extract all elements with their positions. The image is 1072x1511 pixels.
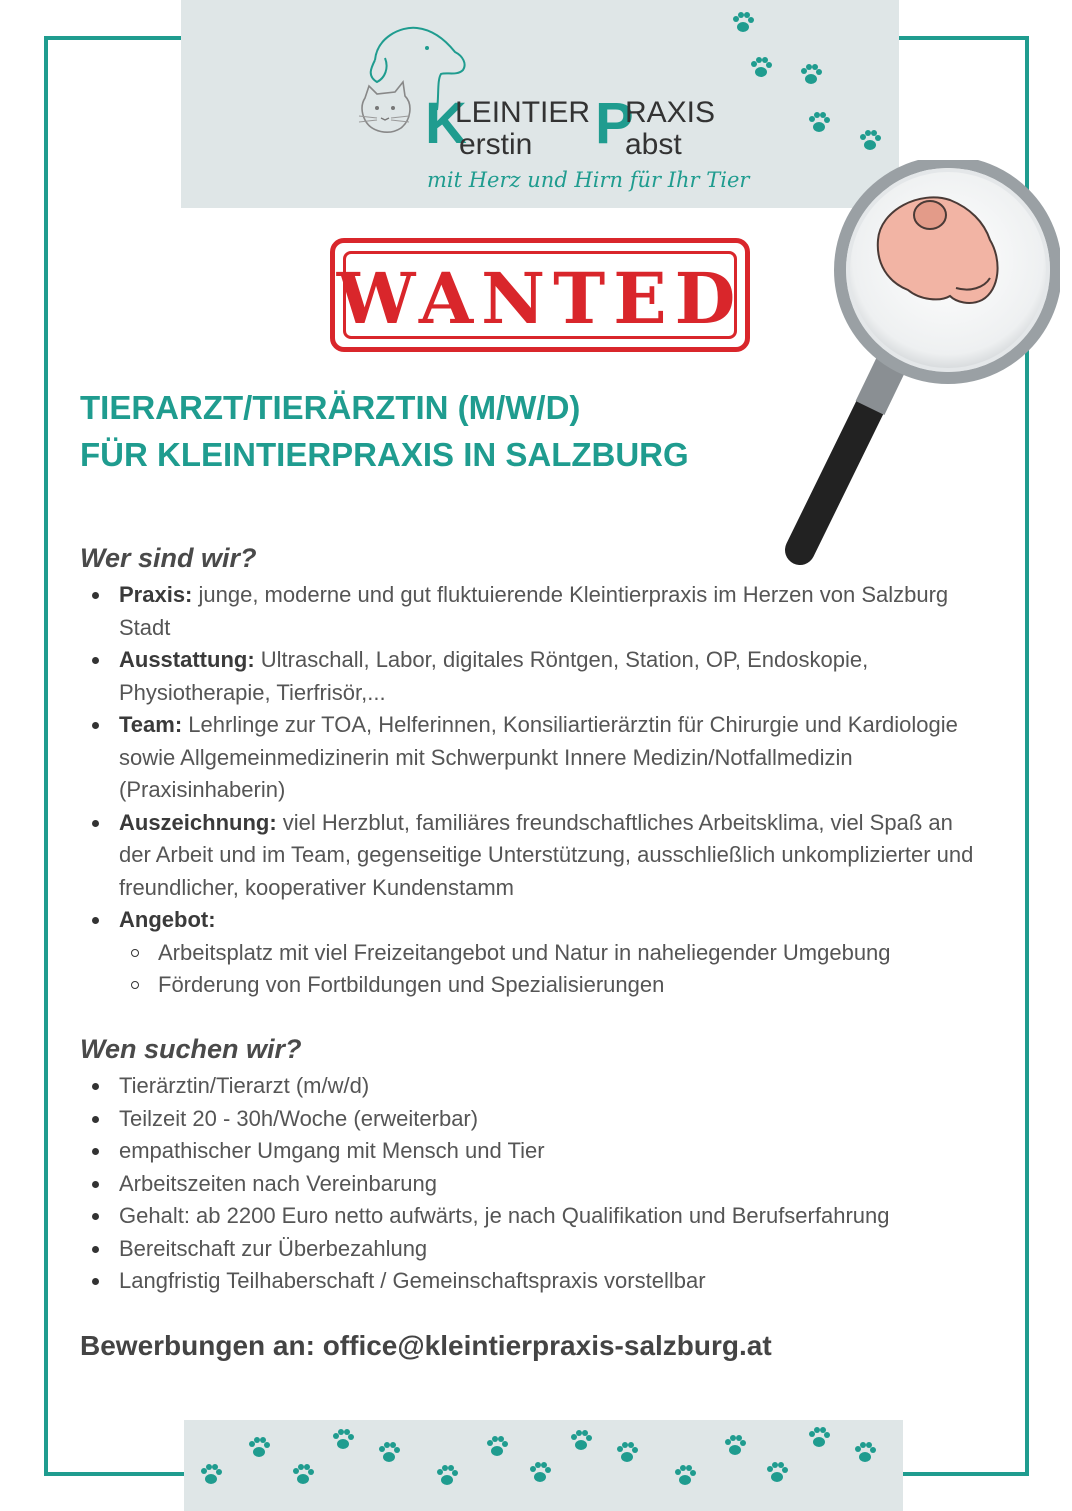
headline-line-2: FÜR KLEINTIERPRAXIS IN SALZBURG — [80, 436, 689, 473]
list-item: Tierärztin/Tierarzt (m/w/d) — [80, 1070, 980, 1103]
paw-icon — [376, 1440, 402, 1466]
paw-icon — [290, 1462, 316, 1488]
paw-icon — [806, 110, 832, 136]
paw-icon — [730, 10, 756, 36]
paw-icon — [748, 55, 774, 81]
job-headline — [80, 384, 689, 478]
sub-list-item: Förderung von Fortbildungen und Spezialisierungen — [119, 969, 980, 1002]
paw-icon — [722, 1433, 748, 1459]
paw-icon — [198, 1462, 224, 1488]
headline-line-1: TIERARZT/TIERÄRZTIN (M/W/D) — [80, 389, 581, 426]
paw-icon — [806, 1425, 832, 1451]
logo-word-pabst: abst — [625, 128, 682, 161]
list-item: Langfristig Teilhaberschaft / Gemeinschaftspraxis vorstellbar — [80, 1265, 980, 1298]
list-item: Angebot: Arbeitsplatz mit viel Freizeitangebot und Natur in naheliegender Umgebung Förderung von Fortbildungen und Spezialisierungen — [80, 904, 980, 1002]
list-item: Auszeichnung: viel Herzblut, familiäres freundschaftliches Arbeitsklima, viel Spaß an der Arbeit und im Team, gegenseitige Unterstützung, ausschließlich unkomplizierter und freundlicher, kooperativer Kundenstamm — [80, 807, 980, 905]
requirements-list — [80, 1070, 980, 1298]
sub-list-item: Arbeitsplatz mit viel Freizeitangebot und Natur in naheliegender Umgebung — [119, 937, 980, 970]
logo-word-kerstin: erstin — [459, 128, 533, 161]
section-heading-wer-sind-wir: Wer sind wir? — [80, 543, 257, 573]
logo-initial-k: K — [425, 91, 467, 156]
magnifier-pointing-hand-icon — [770, 160, 1060, 570]
practice-logo — [355, 20, 750, 200]
section-heading-wen-suchen-wir: Wen suchen wir? — [80, 1034, 302, 1064]
logo-word-kleintier: LEINTIER — [455, 96, 591, 129]
about-list — [80, 579, 980, 1002]
list-item: Teilzeit 20 - 30h/Woche (erweiterbar) — [80, 1103, 980, 1136]
logo-slogan: mit Herz und Hirn für Ihr Tier — [427, 168, 750, 192]
paw-icon — [672, 1463, 698, 1489]
paw-icon — [527, 1460, 553, 1486]
paw-icon — [434, 1463, 460, 1489]
list-item: Praxis: junge, moderne und gut fluktuierende Kleintierpraxis im Herzen von Salzburg Stadt — [80, 579, 980, 644]
wanted-text: WANTED — [336, 257, 744, 340]
list-item: Arbeitszeiten nach Vereinbarung — [80, 1168, 980, 1201]
list-item: Bereitschaft zur Überbezahlung — [80, 1233, 980, 1266]
paw-icon — [764, 1460, 790, 1486]
list-item: Team: Lehrlinge zur TOA, Helferinnen, Konsiliartierärztin für Chirurgie und Kardiologie sowie Allgemeinmedizinerin mit Schwerpunkt Innere Medizin/Notfallmedizin (Praxisinhaberin) — [80, 709, 980, 807]
wanted-stamp — [330, 238, 750, 352]
paw-icon — [614, 1440, 640, 1466]
paw-icon — [798, 62, 824, 88]
paw-icon — [852, 1440, 878, 1466]
paw-icon — [568, 1428, 594, 1454]
paw-icon — [246, 1435, 272, 1461]
logo-word-praxis: RAXIS — [625, 96, 716, 129]
list-item: Gehalt: ab 2200 Euro netto aufwärts, je nach Qualifikation und Berufserfahrung — [80, 1200, 980, 1233]
application-contact: Bewerbungen an: office@kleintierpraxis-salzburg.at — [80, 1330, 772, 1361]
list-item: Ausstattung: Ultraschall, Labor, digitales Röntgen, Station, OP, Endoskopie, Physiotherapie, Tierfrisör,... — [80, 644, 980, 709]
offer-sublist — [119, 937, 980, 1002]
paw-icon — [857, 128, 883, 154]
paw-icon — [330, 1427, 356, 1453]
paw-icon — [484, 1434, 510, 1460]
list-item: empathischer Umgang mit Mensch und Tier — [80, 1135, 980, 1168]
logo-initial-p: P — [595, 91, 634, 156]
